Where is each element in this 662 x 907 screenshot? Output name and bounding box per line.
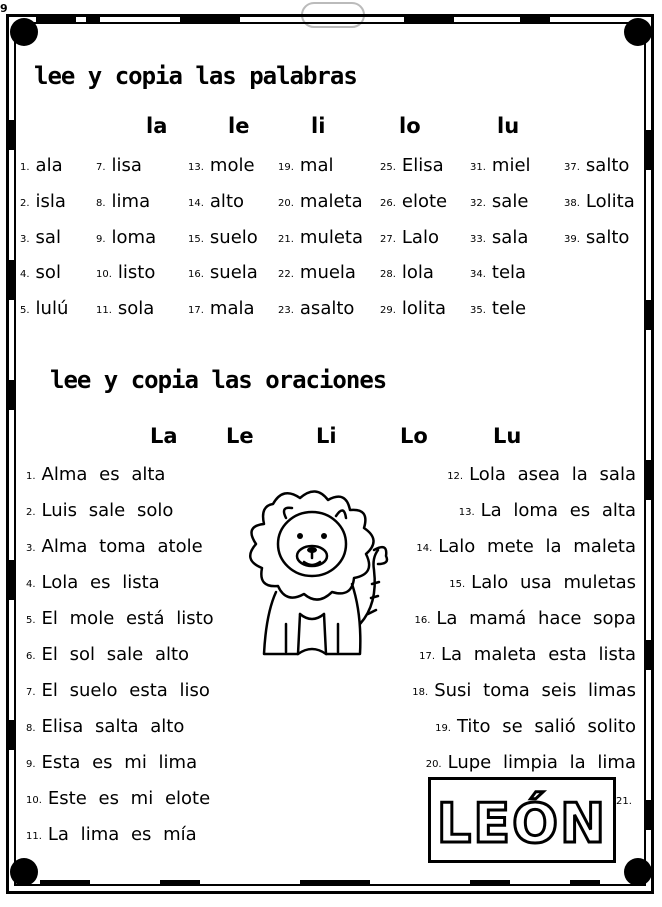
sentence-item: [26, 644, 189, 665]
sentence-number: 5.: [26, 615, 36, 626]
sentence-number: 17.: [419, 651, 436, 662]
word-number: 17.: [188, 305, 204, 316]
word-number: 34.: [470, 269, 486, 280]
word-number: 31.: [470, 162, 486, 173]
word-item: [188, 262, 258, 283]
sentence-item: [416, 536, 636, 557]
word-text: suela: [209, 262, 258, 283]
frame-stripe: [404, 16, 454, 22]
word-item: [380, 298, 446, 319]
frame-stripe: [300, 880, 370, 886]
sentence-text: La loma es alta: [480, 500, 636, 521]
sentence-number: 16.: [414, 615, 431, 626]
word-item: [188, 191, 244, 212]
sentence-number: 10.: [26, 795, 42, 806]
word-item: [96, 155, 142, 176]
word-number: 35.: [470, 305, 486, 316]
word-text: lisa: [111, 155, 142, 176]
sentence-item: [26, 500, 173, 521]
word-item: [470, 227, 528, 248]
sentence-text: Lalo usa muletas: [471, 572, 636, 593]
word-text: mole: [209, 155, 255, 176]
word-text: maleta: [299, 191, 363, 212]
word-number: 10.: [96, 269, 112, 280]
word-number: 8.: [96, 198, 106, 209]
word-item: [470, 262, 526, 283]
word-number: 7.: [96, 162, 106, 173]
sentence-number: 15.: [449, 579, 466, 590]
word-item: [380, 262, 434, 283]
word-text: sol: [35, 262, 61, 283]
sentence-item: [26, 536, 203, 557]
sentence-item: [26, 608, 214, 629]
word-item: [20, 155, 63, 176]
sentence-text: Lola es lista: [41, 572, 160, 593]
word-number: 25.: [380, 162, 396, 173]
frame-stripe: [8, 380, 14, 410]
frame-stripe: [646, 460, 652, 500]
word-item: [380, 227, 439, 248]
word-item: [188, 298, 255, 319]
sentence-21-number: 21.: [616, 796, 632, 807]
word-item: [380, 191, 447, 212]
word-item: [564, 227, 629, 248]
sentence-number: 13.: [458, 507, 475, 518]
sentence-number: 3.: [26, 543, 36, 554]
word-item: [380, 155, 444, 176]
words-section-title: lee y copia las palabras: [34, 62, 357, 90]
sentences-section-title: lee y copia las oraciones: [50, 366, 387, 394]
syllable: Li: [316, 424, 337, 448]
word-number: 2.: [20, 198, 30, 209]
word-text: tele: [491, 298, 527, 319]
word-text: sal: [35, 227, 61, 248]
sentence-number: 4.: [26, 579, 36, 590]
word-item: [20, 262, 61, 283]
sentence-text: La mamá hace sopa: [436, 608, 636, 629]
sentence-number: 7.: [26, 687, 36, 698]
frame-stripe: [8, 260, 14, 300]
leon-label-art: [431, 780, 613, 860]
word-item: [96, 227, 156, 248]
frame-stripe: [8, 560, 14, 600]
word-number: 21.: [278, 234, 294, 245]
word-text: lima: [111, 191, 151, 212]
frame-stripe: [646, 300, 652, 330]
frame-stripe: [36, 16, 76, 22]
word-number: 3.: [20, 234, 30, 245]
frame-stripe: [160, 880, 200, 886]
syllable: lu: [497, 114, 520, 138]
word-item: [278, 298, 354, 319]
sentence-number: 14.: [416, 543, 433, 554]
sentence-number: 18.: [412, 687, 429, 698]
word-number: 19.: [278, 162, 294, 173]
word-text: elote: [401, 191, 448, 212]
word-item: [278, 227, 363, 248]
page-number: 9: [0, 2, 8, 15]
word-item: [20, 298, 68, 319]
syllable: la: [146, 114, 168, 138]
sentence-number: 2.: [26, 507, 36, 518]
sentence-number: 12.: [447, 471, 464, 482]
words-syllable-row: [0, 114, 662, 140]
sentence-text: Lupe limpia la lima: [447, 752, 636, 773]
sentence-number: 8.: [26, 723, 36, 734]
sentence-text: Lola asea la sala: [469, 464, 636, 485]
word-text: Lalo: [401, 227, 439, 248]
sentence-item: [426, 752, 636, 773]
sentence-item: [447, 464, 636, 485]
word-text: tela: [491, 262, 527, 283]
sentence-number: 9.: [26, 759, 36, 770]
frame-stripe: [180, 16, 240, 22]
word-text: loma: [111, 227, 157, 248]
corner-dot: [10, 18, 38, 46]
word-item: [470, 298, 526, 319]
frame-stripe: [86, 16, 100, 22]
word-item: [96, 262, 155, 283]
word-number: 27.: [380, 234, 396, 245]
word-text: ala: [35, 155, 63, 176]
syllable: lo: [399, 114, 421, 138]
corner-dot: [10, 858, 38, 886]
word-number: 5.: [20, 305, 30, 316]
word-item: [188, 227, 258, 248]
syllable: Lo: [400, 424, 428, 448]
word-number: 1.: [20, 162, 30, 173]
word-number: 14.: [188, 198, 204, 209]
leon-label-text: LEÓN: [436, 792, 608, 855]
word-item: [20, 227, 61, 248]
sentence-item: [26, 716, 184, 737]
frame-stripe: [646, 640, 652, 670]
word-text: isla: [35, 191, 66, 212]
lion-illustration: [228, 484, 398, 659]
word-number: 32.: [470, 198, 486, 209]
frame-stripe: [8, 720, 14, 750]
corner-dot: [624, 18, 652, 46]
word-text: lola: [401, 262, 434, 283]
leon-label-box: [428, 777, 616, 863]
word-number: 20.: [278, 198, 294, 209]
word-item: [20, 191, 66, 212]
word-item: [278, 262, 356, 283]
sentence-item: [414, 608, 636, 629]
word-text: muleta: [299, 227, 364, 248]
frame-stripe: [470, 880, 510, 886]
sentence-item: [26, 572, 160, 593]
word-item: [96, 191, 150, 212]
word-item: [564, 155, 629, 176]
word-number: 22.: [278, 269, 294, 280]
sentence-text: Luis sale solo: [41, 500, 174, 521]
word-number: 39.: [564, 234, 580, 245]
sentence-text: Esta es mi lima: [41, 752, 198, 773]
word-item: [188, 155, 255, 176]
word-text: mala: [209, 298, 255, 319]
word-text: sale: [491, 191, 529, 212]
word-text: suelo: [209, 227, 258, 248]
sentence-item: [459, 500, 636, 521]
word-text: miel: [491, 155, 531, 176]
sentence-text: El sol sale alto: [41, 644, 190, 665]
sentence-item: [412, 680, 636, 701]
word-number: 33.: [470, 234, 486, 245]
word-number: 38.: [564, 198, 580, 209]
word-number: 16.: [188, 269, 204, 280]
word-number: 26.: [380, 198, 396, 209]
word-number: 37.: [564, 162, 580, 173]
word-text: asalto: [299, 298, 355, 319]
word-number: 13.: [188, 162, 204, 173]
word-number: 23.: [278, 305, 294, 316]
word-number: 15.: [188, 234, 204, 245]
sentence-item: [419, 644, 636, 665]
sentence-number: 11.: [26, 831, 42, 842]
word-item: [564, 191, 635, 212]
sentence-text: El mole está listo: [41, 608, 214, 629]
word-text: Lolita: [585, 191, 635, 212]
word-item: [470, 191, 528, 212]
word-item: [278, 155, 333, 176]
word-text: lulú: [35, 298, 69, 319]
sentence-text: Elisa salta alto: [41, 716, 185, 737]
word-text: sola: [117, 298, 155, 319]
word-text: lolita: [401, 298, 447, 319]
syllable: La: [150, 424, 178, 448]
word-number: 29.: [380, 305, 396, 316]
word-number: 11.: [96, 305, 112, 316]
sentence-text: Tito se salió solito: [456, 716, 636, 737]
word-text: salto: [585, 227, 630, 248]
sentence-text: La maleta esta lista: [441, 644, 636, 665]
sentence-item: [26, 680, 210, 701]
word-text: alto: [209, 191, 245, 212]
word-item: [96, 298, 154, 319]
word-number: 9.: [96, 234, 106, 245]
word-number: 4.: [20, 269, 30, 280]
sentence-number: 19.: [435, 723, 451, 734]
sentence-text: Este es mi elote: [47, 788, 211, 809]
sentence-text: Susi toma seis limas: [434, 680, 636, 701]
syllable: Lu: [493, 424, 522, 448]
sentence-number: 20.: [425, 759, 442, 770]
frame-stripe: [520, 16, 550, 22]
sentence-text: Alma toma atole: [41, 536, 203, 557]
word-text: sala: [491, 227, 529, 248]
word-number: 28.: [380, 269, 396, 280]
sentence-item: [26, 788, 210, 809]
frame-stripe: [40, 880, 90, 886]
word-text: listo: [117, 262, 156, 283]
sentence-item: [26, 824, 197, 845]
sentence-text: Lalo mete la maleta: [438, 536, 636, 557]
sentence-item: [435, 716, 636, 737]
sentence-item: [26, 464, 165, 485]
syllable: Le: [226, 424, 254, 448]
sentence-text: La lima es mía: [47, 824, 197, 845]
sentences-syllable-row: [0, 424, 662, 450]
word-text: muela: [299, 262, 356, 283]
word-text: mal: [299, 155, 334, 176]
corner-dot: [624, 858, 652, 886]
frame-stripe: [570, 880, 600, 886]
sentence-text: El suelo esta liso: [41, 680, 210, 701]
sentence-item: [26, 752, 197, 773]
word-text: Elisa: [401, 155, 444, 176]
syllable: le: [228, 114, 250, 138]
sentence-item: [449, 572, 636, 593]
word-item: [470, 155, 531, 176]
sentence-text: Alma es alta: [41, 464, 166, 485]
word-item: [278, 191, 363, 212]
frame-stripe: [646, 800, 652, 830]
syllable: li: [311, 114, 326, 138]
word-text: salto: [585, 155, 630, 176]
sentence-number: 1.: [26, 471, 36, 482]
sentence-number: 6.: [26, 651, 36, 662]
